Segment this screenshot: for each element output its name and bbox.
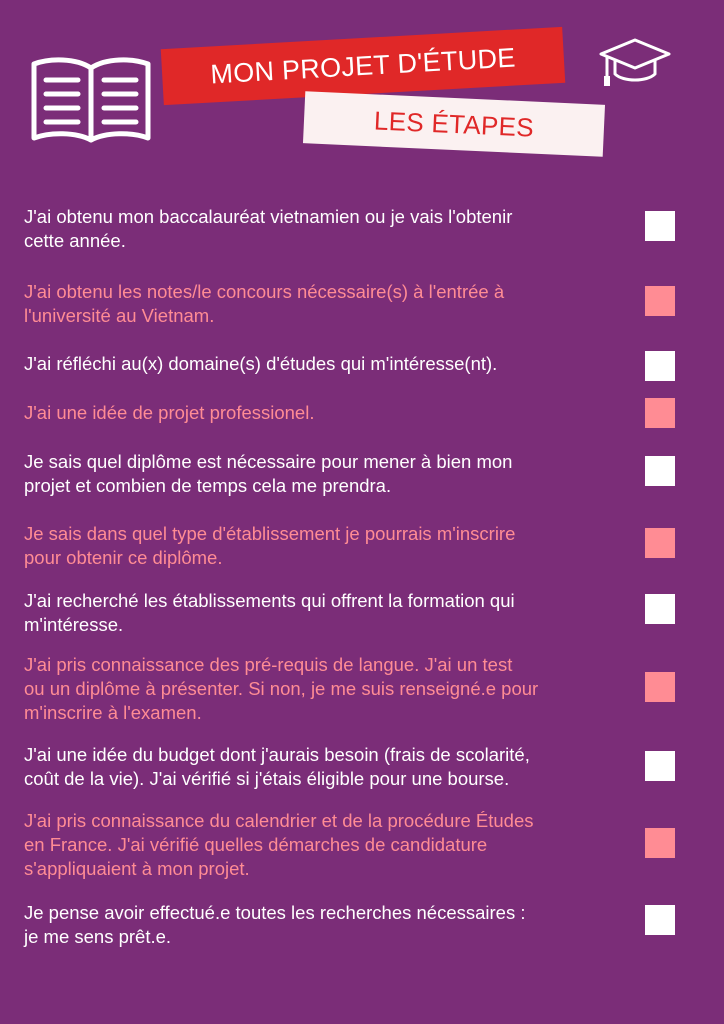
checklist-item-text: J'ai pris connaissance des pré-requis de langue. J'ai un test ou un diplôme à présenter. Si non, je me suis renseigné.e pour m'inscrire à l'examen. <box>24 654 539 723</box>
checklist-item-text: J'ai obtenu mon baccalauréat vietnamien ou je vais l'obtenir cette année. <box>24 206 513 251</box>
checklist-item-text: J'ai une idée de projet professionel. <box>24 402 315 423</box>
checklist-item-text: Je pense avoir effectué.e toutes les recherches nécessaires : je me sens prêt.e. <box>24 902 526 947</box>
subtitle-banner <box>303 91 605 157</box>
checklist-item-text: J'ai recherché les établissements qui offrent la formation qui m'intéresse. <box>24 590 515 635</box>
graduation-cap-icon <box>597 36 673 92</box>
checklist-item-text: Je sais dans quel type d'établissement je pourrais m'inscrire pour obtenir ce diplôme. <box>24 523 516 568</box>
checklist-item-text: J'ai une idée du budget dont j'aurais besoin (frais de scolarité, coût de la vie). J'ai vérifié si j'étais éligible pour une bourse. <box>24 744 530 789</box>
checklist-item-text: J'ai pris connaissance du calendrier et de la procédure Études en France. J'ai vérifié quelles démarches de candidature s'appliquaient à mon projet. <box>24 810 534 879</box>
checkbox[interactable] <box>645 351 675 381</box>
checklist-item-text: J'ai obtenu les notes/le concours nécessaire(s) à l'entrée à l'université au Vietnam. <box>24 281 505 326</box>
checkbox[interactable] <box>645 905 675 935</box>
page-title: MON PROJET D'ÉTUDE <box>209 41 517 90</box>
checklist-item-text: J'ai réfléchi au(x) domaine(s) d'études qui m'intéresse(nt). <box>24 353 498 374</box>
checkbox[interactable] <box>645 286 675 316</box>
open-book-icon <box>28 52 154 144</box>
checkbox[interactable] <box>645 828 675 858</box>
checkbox[interactable] <box>645 456 675 486</box>
page-subtitle: LES ÉTAPES <box>373 104 535 143</box>
checklist-item-text: Je sais quel diplôme est nécessaire pour mener à bien mon projet et combien de temps cela me prendra. <box>24 451 513 496</box>
checkbox[interactable] <box>645 211 675 241</box>
checkbox[interactable] <box>645 528 675 558</box>
checkbox[interactable] <box>645 398 675 428</box>
checkbox[interactable] <box>645 751 675 781</box>
checkbox[interactable] <box>645 594 675 624</box>
checkbox[interactable] <box>645 672 675 702</box>
